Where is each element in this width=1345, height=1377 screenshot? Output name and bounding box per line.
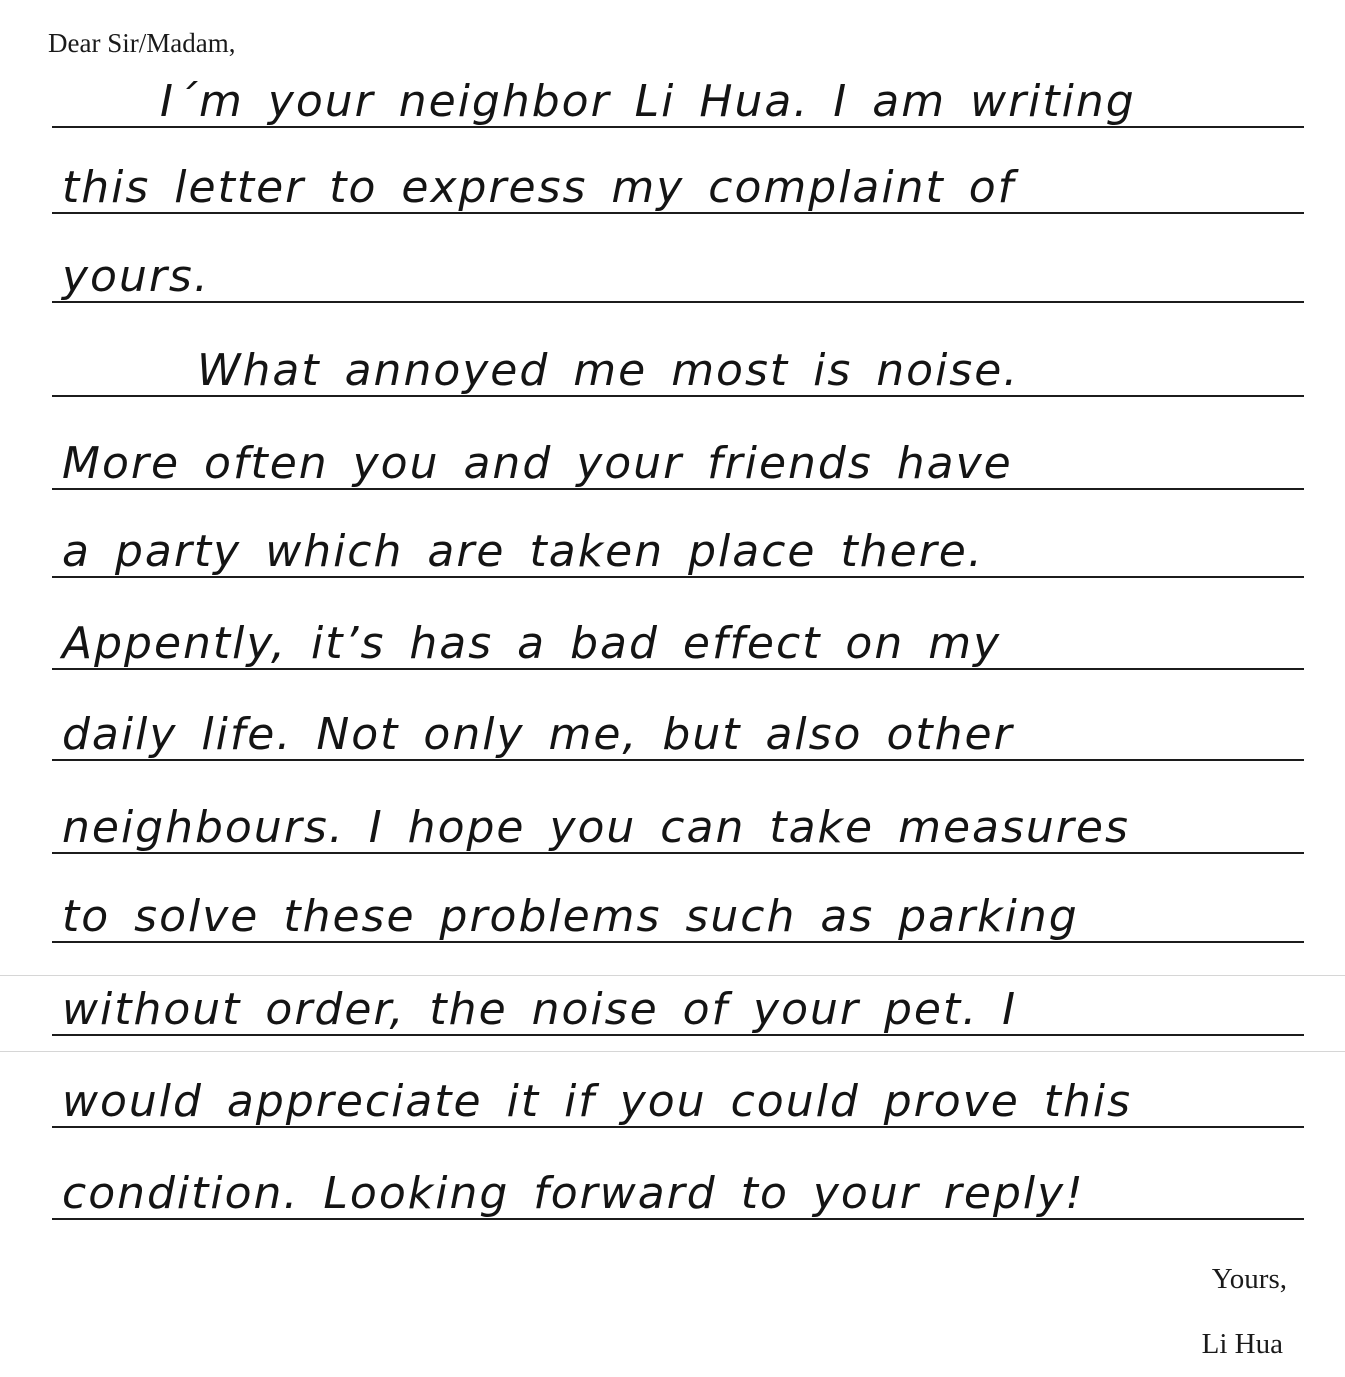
line-rule xyxy=(52,301,1304,303)
ruled-line xyxy=(52,486,1304,578)
scan-divider xyxy=(0,975,1345,976)
handwritten-line: to solve these problems such as parking xyxy=(62,891,1079,942)
ruled-line xyxy=(52,211,1304,303)
closing: Yours, xyxy=(1211,1263,1287,1295)
handwritten-line: would appreciate it if you could prove this xyxy=(62,1076,1133,1127)
ruled-line xyxy=(52,851,1304,943)
handwritten-line: Appently, it’s has a bad effect on my xyxy=(62,618,1002,669)
handwritten-line: More often you and your friends have xyxy=(62,438,1013,489)
ruled-line xyxy=(52,944,1304,1036)
ruled-line xyxy=(52,578,1304,670)
ruled-line xyxy=(52,1036,1304,1128)
ruled-line xyxy=(52,305,1304,397)
ruled-line xyxy=(52,36,1304,128)
ruled-line xyxy=(52,122,1304,214)
ruled-line xyxy=(52,762,1304,854)
handwritten-line: neighbours. I hope you can take measures xyxy=(62,802,1130,853)
handwritten-line: I´m your neighbor Li Hua. I am writing xyxy=(160,76,1136,127)
signature: Li Hua xyxy=(1201,1328,1283,1360)
handwritten-line: a party which are taken place there. xyxy=(62,526,984,577)
scan-divider xyxy=(0,1051,1345,1052)
handwritten-line: yours. xyxy=(62,251,210,302)
ruled-line xyxy=(52,398,1304,490)
ruled-line xyxy=(52,1128,1304,1220)
handwritten-line: condition. Looking forward to your reply! xyxy=(62,1168,1085,1219)
greeting: Dear Sir/Madam, xyxy=(48,28,236,58)
handwritten-line: without order, the noise of your pet. I xyxy=(62,984,1018,1035)
ruled-line xyxy=(52,669,1304,761)
handwritten-line: this letter to express my complaint of xyxy=(62,162,1016,213)
handwritten-line: What annoyed me most is noise. xyxy=(197,345,1020,396)
handwritten-line: daily life. Not only me, but also other xyxy=(62,709,1014,760)
